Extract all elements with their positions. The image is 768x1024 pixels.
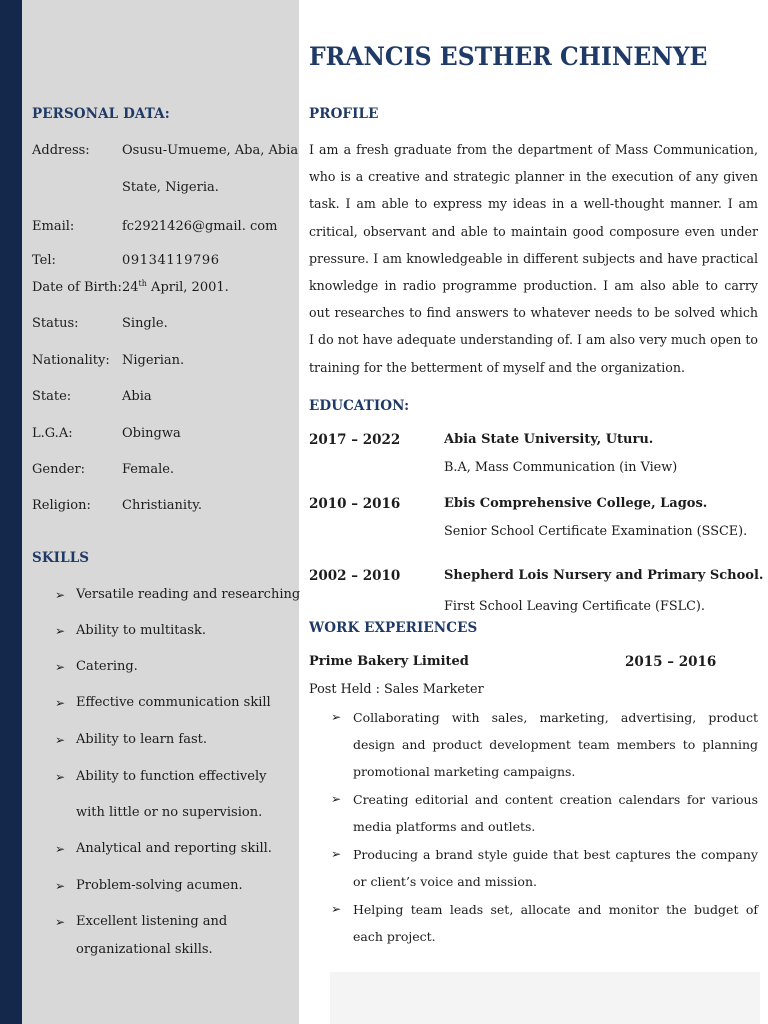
work-duty-text: Producing a brand style guide that best captures the company or client’s voice and mission. xyxy=(353,847,758,890)
arrowhead-bullet-icon: ➢ xyxy=(55,696,66,710)
skill-text: Excellent listening and xyxy=(76,914,228,929)
education-institution: Ebis Comprehensive College, Lagos. xyxy=(444,496,708,511)
arrowhead-bullet-icon: ➢ xyxy=(55,879,66,893)
lga-value: Obingwa xyxy=(122,426,181,441)
dob-value xyxy=(122,279,229,297)
gender-value: Female. xyxy=(122,462,175,477)
address-label: Address: xyxy=(32,143,90,158)
profile-heading: PROFILE xyxy=(309,106,379,122)
work-duty-item xyxy=(331,841,758,895)
arrowhead-bullet-icon: ➢ xyxy=(331,847,342,861)
personal-data-heading: PERSONAL DATA: xyxy=(32,106,170,122)
religion-label: Religion: xyxy=(32,498,91,513)
profile-text: I am a fresh graduate from the department of Mass Communication, who is a creative and strategic planner in the execution of any given task. I am able to express my ideas in a well-thought manner. I am critical, observant and able to maintain good composure even under pressure. I am knowledgeable in different subjects and have practical knowledge in radio programme production. I am also able to carry out researches to find answers to whatever needs to be solved which I do not have adequate understanding of. I am also very much open to training for the betterment of myself and the organization. xyxy=(309,142,758,375)
email-value: fc2921426@gmail. com xyxy=(122,219,278,234)
skill-text: Analytical and reporting skill. xyxy=(76,841,272,856)
arrowhead-bullet-icon: ➢ xyxy=(331,792,342,806)
skill-text: Ability to multitask. xyxy=(76,623,206,638)
skill-text: Versatile reading and researching xyxy=(76,587,301,602)
arrowhead-bullet-icon: ➢ xyxy=(55,915,66,929)
arrowhead-bullet-icon: ➢ xyxy=(55,660,66,674)
work-duty-item xyxy=(331,786,758,840)
work-experiences-heading: WORK EXPERIENCES xyxy=(309,620,478,636)
tel-label: Tel: xyxy=(32,253,56,268)
nationality-label: Nationality: xyxy=(32,353,110,368)
arrowhead-bullet-icon: ➢ xyxy=(331,902,342,916)
dob-day: 24 xyxy=(122,280,139,295)
state-label: State: xyxy=(32,389,72,404)
work-post-held: Post Held : Sales Marketer xyxy=(309,682,484,697)
arrowhead-bullet-icon: ➢ xyxy=(331,710,342,724)
education-years: 2017 – 2022 xyxy=(309,432,401,448)
candidate-name: FRANCIS ESTHER CHINENYE xyxy=(309,42,708,71)
left-accent-strip xyxy=(0,0,22,1024)
footer-blank-box xyxy=(330,972,760,1024)
work-duty-item xyxy=(331,704,758,786)
work-duty-item xyxy=(331,896,758,950)
gender-label: Gender: xyxy=(32,462,86,477)
lga-label: L.G.A: xyxy=(32,426,73,441)
education-institution: Shepherd Lois Nursery and Primary School. xyxy=(444,568,764,583)
arrowhead-bullet-icon: ➢ xyxy=(55,733,66,747)
education-certificate: B.A, Mass Communication (in View) xyxy=(444,460,678,475)
arrowhead-bullet-icon: ➢ xyxy=(55,624,66,638)
email-label: Email: xyxy=(32,219,75,234)
skill-text: with little or no supervision. xyxy=(76,805,263,820)
work-years: 2015 – 2016 xyxy=(625,654,717,670)
nationality-value: Nigerian. xyxy=(122,353,185,368)
education-years: 2002 – 2010 xyxy=(309,568,401,584)
status-value: Single. xyxy=(122,316,168,331)
dob-suffix: th xyxy=(138,279,147,288)
skill-text: Ability to learn fast. xyxy=(76,732,207,747)
religion-value: Christianity. xyxy=(122,498,202,513)
arrowhead-bullet-icon: ➢ xyxy=(55,842,66,856)
state-value: Abia xyxy=(122,389,152,404)
work-company: Prime Bakery Limited xyxy=(309,654,469,669)
arrowhead-bullet-icon: ➢ xyxy=(55,770,66,784)
education-heading: EDUCATION: xyxy=(309,398,410,414)
skill-text: Problem-solving acumen. xyxy=(76,878,243,893)
arrowhead-bullet-icon: ➢ xyxy=(55,588,66,602)
address-value-line1: Osusu-Umueme, Aba, Abia xyxy=(122,143,299,158)
work-duty-text: Collaborating with sales, marketing, advertising, product design and product development team members to planning promotional marketing campaigns. xyxy=(353,710,758,780)
dob-month-year: April, 2001. xyxy=(146,280,229,295)
skill-text: organizational skills. xyxy=(76,942,213,957)
skill-text: Effective communication skill xyxy=(76,695,271,710)
work-duty-text: Helping team leads set, allocate and monitor the budget of each project. xyxy=(353,902,758,945)
education-certificate: First School Leaving Certificate (FSLC). xyxy=(444,599,705,614)
skills-heading: SKILLS xyxy=(32,550,90,566)
work-duty-text: Creating editorial and content creation calendars for various media platforms and outlets. xyxy=(353,792,758,835)
tel-value: 09134119796 xyxy=(122,253,220,268)
skill-text: Ability to function effectively xyxy=(76,769,267,784)
skill-text: Catering. xyxy=(76,659,138,674)
education-certificate: Senior School Certificate Examination (SSCE). xyxy=(444,524,748,539)
education-institution: Abia State University, Uturu. xyxy=(444,432,654,447)
dob-label: Date of Birth: xyxy=(32,280,122,295)
status-label: Status: xyxy=(32,316,79,331)
address-value-line2: State, Nigeria. xyxy=(122,180,219,195)
education-years: 2010 – 2016 xyxy=(309,496,401,512)
